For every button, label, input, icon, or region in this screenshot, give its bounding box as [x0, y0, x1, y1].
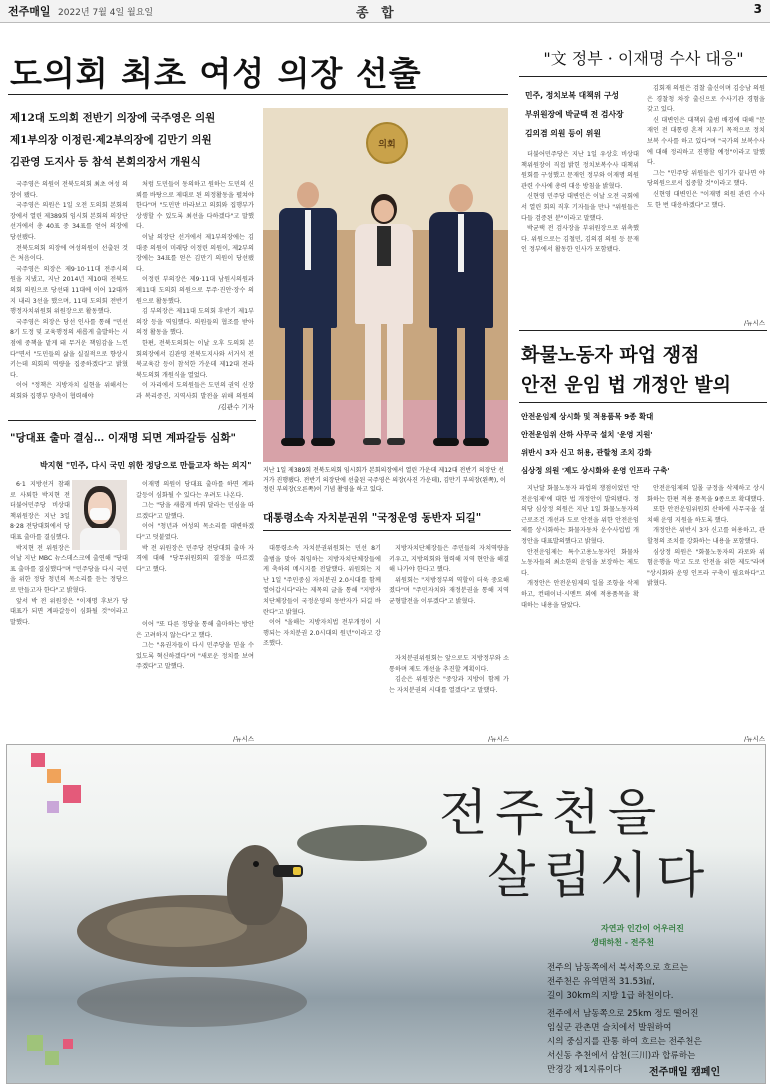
park-col-1: 6·1 지방선거 참패로 사퇴한 박지현 전 더불어민주당 비상대책위원장은 지난 3일 8·28 전당대회에서 당대표 출마를 결심했다. 박지현 전 위원장은 이날 지난 MBC 뉴스데스크에 출연해 "당대표 출마를 결심했다"며 "민주당을 다시 국민을 위한 정당 청년의 목소리를 듣는 정당으로 만들고자 한다"고 밝혔다. 앞서 박 전 위원장은 "이재명 후보가 당 대표가 되면 계파갈등이 심화될 것"이라고 말했다.	[10, 481, 128, 626]
deco-square-1	[31, 753, 45, 767]
park-col-3: 이어 "또 다른 정당을 통해 출마하는 방안은 고려하지 않는다"고 했다. 그는 "유권자들이 다시 민주당을 믿을 수 있도록 혁신하겠다"며 "새로운 정치를 보여주겠다"고 말했다.	[136, 621, 254, 671]
cargo-sub-rule	[519, 402, 767, 403]
politics-col-1: 더불어민주당은 지난 1일 우상호 비상대책위원장이 직접 밝힌 정치보복수사 대책위원회를 구성했고 문재인 정부와 이재명 의원 관련 수사에 총력 대응 방침을 밝혔다. 신현영 민주당 대변인은 이날 오전 국회에서 열린 회의 직후 기자들을 만나 "위원들은 다들 검증된 분"이라고 말했다. 박균택 전 검사장을 부위원장으로 위촉했다. 위원으로는 김철민, 김의겸 의원 등 문재인 정부에서 활동한 인사가 포함됐다.	[521, 151, 639, 254]
seal-text: 의회	[378, 139, 396, 150]
lead-subheads	[10, 107, 215, 173]
cargo-col-2: 안전운임제의 일몰 규정을 삭제하고 상시화하는 한편 적용 품목을 9종으로 확대했다. 또한 안전운임위원회 산하에 사무국을 설치해 운영 지원을 하도록 했다. 개정안은 위반시 3자 신고를 허용하고, 관할청의 조치를 강화하는 내용을 포함했다. 심상정 의원은 "화물노동자의 과로와 위험운행을 막고 도로 안전을 위한 제도"라며 "상시화와 운영 인프라 구축이 필요하다"고 밝혔다.	[647, 485, 765, 588]
ad-sub-2: 생태하천 - 전주천	[591, 938, 654, 947]
ad-para-1: 전주의 남동쪽에서 북서쪽으로 흐르는 전주천은 유역면적 31.53㎢, 길이 30km의 지방 1급 하천이다.	[547, 963, 689, 1001]
park-headline: "당대표 출마 결심… 이재명 되면 계파갈등 심화"	[10, 432, 236, 444]
politics-rule	[519, 76, 767, 77]
gov-col-2: 지방자치단체장들은 주민들의 자치역량을 키우고, 지방의회와 협력해 지역 현안을 해결해 나가야 한다고 했다. 위원회는 "지방정부의 역할이 더욱 중요해졌다"며 "주민자치와 재정분권을 통해 지역 균형발전을 이루겠다"고 밝혔다.	[389, 545, 509, 605]
lead-byline: /김관수 기자	[218, 403, 254, 411]
ad-title-1: 전주천을	[439, 784, 665, 842]
park-subhead: 박지현 "민주, 다시 국민 위한 정당으로 만들고자 하는 의지"	[40, 461, 252, 470]
lead-photo	[263, 108, 508, 462]
deco-square-7	[63, 1039, 73, 1049]
cargo-headline: 화물노동자 파업 쟁점 안전 운임 법 개정안 발의	[521, 344, 731, 396]
person-center	[351, 194, 417, 452]
page-number: 3	[753, 2, 762, 16]
park-col-2: 이재명 의원이 당대표 출마를 하면 계파 갈등이 심화될 수 있다는 우려도 나온다. 그는 "당을 새롭게 바꿔 달라는 민심을 따르겠다"고 말했다. 이어 "청년과 여성의 목소리를 대변하겠다"고 덧붙였다. 박 전 위원장은 민주당 전당대회 출마 자격에 대해 "당무위원회의 결정을 따르겠다"고 했다.	[136, 481, 254, 573]
ad-sub-1: 자연과 인간이 어우러진	[601, 924, 684, 933]
gov-col-3: 자치분권위원회는 앞으로도 지방정부와 소통하며 제도 개선을 추진할 계획이다. 김순은 위원장은 "중앙과 지방이 함께 가는 자치분권의 시대를 열겠다"고 말했다.	[389, 655, 509, 694]
cargo-rule	[519, 330, 767, 331]
lead-subhead-1: 제12대 도의회 전반기 의장에 국주영은 의원	[10, 112, 216, 124]
gov-col-1: 대통령소속 자치분권위원회는 민선 8기 출범을 맞아 취임하는 지방자치단체장들에게 축하의 메시지를 전달했다. 위원회는 지난 1일 "주민중심 자치분권 2.0시대를 함께 열어갑시다"라는 제목의 글을 통해 "지방자치단체장들이 국정운영의 동반자가 되길 바란다"고 밝혔다. 이어 "올해는 지방자치법 전부개정이 시행되는 자치분권 2.0시대의 원년"이라고 강조했다.	[263, 545, 381, 648]
deco-square-2	[47, 769, 61, 783]
politics-byline: /뉴시스	[743, 319, 765, 327]
page-header	[0, 0, 770, 23]
politics-subheads: 민주, 정치보복 대책위 구성 부위원장에 박균택 전 검사장 김의겸 의원 등이 위원	[525, 91, 624, 138]
lead-rule	[8, 94, 508, 95]
deco-square-4	[47, 801, 59, 813]
politics-headline: "文 정부 · 이재명 수사 대응"	[543, 49, 744, 68]
cargo-subheads: 안전운임제 상시화 및 적용품목 9종 확대 안전운임위 산하 사무국 설치 '운영 지원' 위반시 3자 신고 허용, 관할청 조치 강화 심상정 의원 '제도 상시화와 운영 인프라 구축'	[521, 412, 670, 475]
gov-rule	[263, 530, 511, 531]
ad-para-2: 전주에서 남동쪽으로 25km 정도 떨어진 임실군 관촌면 슬치에서 발원하여 시의 중심지를 관통 하여 흐르는 전주천은 서신동 추천에서 삼천(三川)과 합류하는 만경강 제1지류이다	[547, 1009, 702, 1075]
lead-subhead-2: 제1부의장 이정린·제2부의장에 김만기 의원	[10, 134, 212, 146]
newspaper-name: 전주매일	[8, 5, 51, 18]
person-right	[423, 184, 499, 452]
park-top-rule	[8, 420, 256, 421]
cargo-byline: /뉴시스	[743, 735, 765, 743]
deco-square-6	[45, 1051, 59, 1065]
duck	[67, 845, 317, 975]
politics-col-2: 김회재 의원은 검찰 출신이며 김승남 의원은 경찰청 차장 출신으로 수사기관 경험을 갖고 있다. 신 대변인은 대책위 출범 배경에 대해 "문재인 전 대통령 흔적 지우기 목적으로 정치보복 수사를 하고 있다"며 "국가의 보복수사에 대해 정리하고 진행할 예정"이라고 말했다. 그는 "민주당 위원들은 임기가 끝나면 야당의원으로서 집중할 것"이라고 했다. 신현영 대변인은 "이재명 의원 관련 수사도 한 번 대응하겠다"고 했다.	[647, 85, 765, 209]
lead-col-1: 국주영은 의원이 전북도의회 최초 여성 의장이 됐다. 국주영은 의원은 1일 오전 도의회 본회의장에서 열린 제389회 임시회 본회의 의장단 선거에서 총 40표 중 34표를 얻어 의장에 당선됐다. 전북도의회 의장에 여성의원이 선출된 것은 처음이다. 국주영은 의장은 제9·10·11대 전주시의원을 지냈고, 지난 2014년 제10대 전북도의회 의원으로 당선돼 11대에 이어 12대까지 내리 3선을 했으며, 11대 도의회 전반기 행정자치위원회 위원장으로 활동했다. 국주영은 의장은 당선 인사를 통해 "민선 8기 도정 및 교육행정의 새롭게 출발하는 시점에 중책을 맡게 돼 무거운 책임감을 느낀다"면서 "도민들의 삶을 실질적으로 향상시키는데 의회의 역량을 집중하겠다"고 밝혔다. 이어 "정책은 지방자치 실현을 위해서는 의회와 집행부 양측이 협력해야	[10, 181, 128, 400]
gov-byline: /뉴시스	[487, 735, 509, 743]
deco-square-3	[63, 785, 81, 803]
lead-headline: 도의회 최초 여성 의장 선출	[10, 54, 422, 93]
gov-headline: 대통령소속 자치분권위 "국정운영 동반자 되길"	[263, 512, 482, 524]
assembly-seal	[366, 122, 408, 164]
lead-subhead-3: 김관영 도지사 등 참석 본회의장서 개원식	[10, 156, 201, 168]
section-name: 종 합	[356, 6, 398, 21]
photo-caption: 지난 1일 제389회 전북도의회 임시회가 본회의장에서 열린 가운데 제12대 전반기 의장단 선거가 진행됐다. 전반기 의장단에 선출된 국주영은 의장(사진 가운데), 김만기 부의장(왼쪽), 이정린 부의장(오른쪽)이 기념 촬영을 하고 있다.	[263, 467, 506, 493]
cargo-col-1: 지난달 화물노동자 파업의 쟁점이었던 '안전운임제'에 대한 법 개정안이 발의됐다. 정의당 심상정 의원은 지난 1일 화물노동자의 근로조건 개선과 도로 안전을 위한 안전운임제를 상시화하는 화물자동차 운수사업법 개정안을 대표발의했다고 밝혔다. 안전운임제는 특수고용노동자인 화물차 노동자들의 최소한의 운임을 보장하는 제도다. 개정안은 안전운임제의 일몰 조항을 삭제하고, 컨테이너·시멘트 외에 적용품목을 확대하는 내용을 담았다.	[521, 485, 639, 609]
ad-campaign-label: 전주매일 캠페인	[649, 1067, 721, 1078]
park-byline: /뉴시스	[232, 735, 254, 743]
person-left	[273, 182, 343, 452]
ad-title-2: 살립시다	[487, 846, 713, 904]
lead-col-2: 처럼 도민들이 동의하고 원하는 도민의 신뢰를 바탕으로 제대로 된 의정활동을 펼쳐야 한다"며 "도민만 바라보고 의회와 집행부가 상생할 수 있도록 최선을 다하겠다"고 말했다. 이날 의장단 선거에서 제1부의장에는 김대중 의원이 미래당 이정린 의원이, 제2부의장에는 34표를 얻은 김만기 의원이 당선됐다. 이정린 부의장은 제9·11대 남원시의원과 제11대 도의회 의원으로 무주·진안·장수 의원으로 활동했다. 김 부의장은 제11대 도의회 후반기 제1부의장 등을 역임했다. 의원들의 협조를 받아 의정 활동을 했다. 한편, 전북도의회는 이날 오후 도의회 본회의장에서 김관영 전북도지사와 서거석 전북교육감 등이 참석한 가운데 제12대 전라북도의회 개원식을 열었다. 이 자리에서 도의원들은 도민의 권익 신장과 복리증진, 지역사회 발전을 위해 의원의	[136, 181, 254, 400]
duck-reflection	[77, 977, 307, 1027]
issue-date: 2022년 7월 4일 월요일	[58, 8, 154, 18]
campaign-ad	[6, 744, 766, 1084]
deco-square-5	[27, 1035, 43, 1051]
